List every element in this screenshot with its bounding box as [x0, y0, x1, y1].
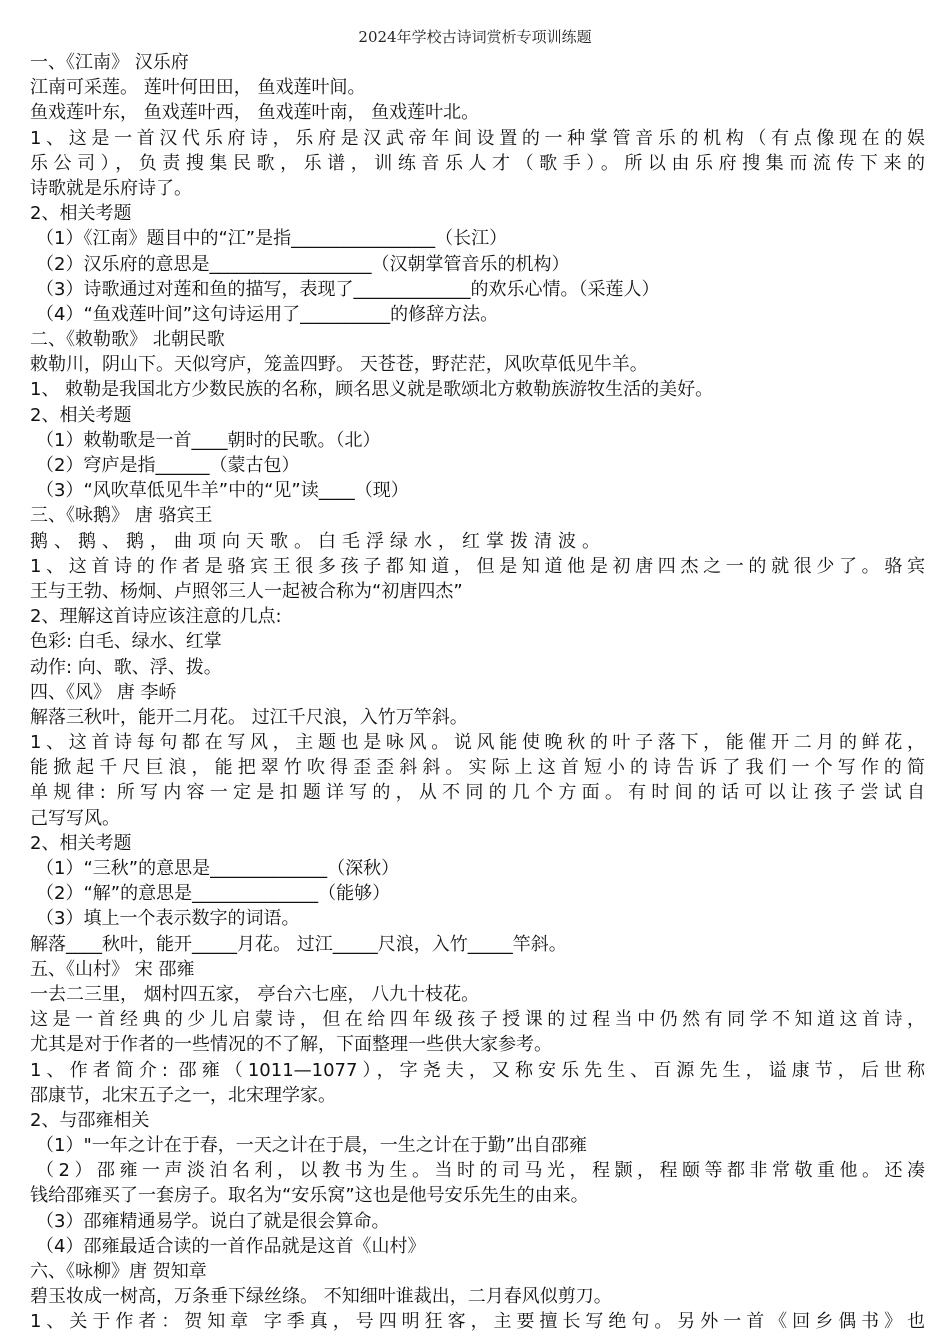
text-line: 单规律: 所写内容一定是扣题详写的，从不同的几个方面。有时间的话可以让孩子尝试自	[30, 782, 925, 804]
text-line: 2、理解这首诗应该注意的几点:	[30, 606, 282, 628]
text-line: 六、《咏柳》唐 贺知章	[30, 1261, 207, 1282]
text-line: （3）“风吹草低见牛羊”中的“见”读____（现）	[36, 480, 409, 502]
text-line: （1）敕勒歌是一首____朝时的民歌。（北）	[36, 429, 381, 451]
page-header: 2024年学校古诗词赏析专项训练题	[358, 28, 592, 46]
text-line: （1）“三秋”的意思是_____________（深秋）	[36, 858, 400, 879]
text-line: 碧玉妆成一树高，万条垂下绿丝绦。 不知细叶谁裁出，二月春风似剪刀。	[30, 1286, 612, 1308]
text-line: （3）诗歌通过对莲和鱼的描写，表现了_____________的欢乐心情。（采莲人）	[36, 278, 660, 300]
text-line: 三、《咏鹅》 唐 骆宾王	[30, 505, 213, 527]
text-line: 五、《山村》 宋 邵雍	[30, 958, 195, 980]
text-line: 己写写风。	[30, 807, 120, 829]
text-line: 诗歌就是乐府诗了。	[30, 177, 192, 199]
text-line: 2、相关考题	[30, 832, 132, 854]
text-line: 色彩: 白毛、绿水、红掌	[30, 631, 222, 653]
text-line: （4）邵雍最适合读的一首作品就是这首《山村》	[36, 1235, 426, 1257]
text-line: 四、《风》 唐 李峤	[30, 681, 177, 703]
text-line: 1、作者简介: 邵雍（1011—1077），字尧夫，又称安乐先生、百源先生，谥康节，后世称	[30, 1059, 925, 1081]
text-line: 解落____秋叶，能开_____月花。 过江_____尺浪，入竹_____竿斜。	[30, 933, 567, 955]
text-line: 动作: 向、歌、浮、拨。	[30, 656, 222, 678]
text-line: 江南可采莲。 莲叶何田田， 鱼戏莲叶间。	[30, 77, 366, 99]
text-line: 1、这是一首汉代乐府诗，乐府是汉武帝年间设置的一种掌管音乐的机构（有点像现在的娱	[30, 127, 925, 149]
text-line: （4）“鱼戏莲叶间”这句诗运用了__________的修辞方法。	[36, 303, 499, 325]
text-line: （2）邵雍一声淡泊名利，以教书为生。当时的司马光，程颢，程颐等都非常敬重他。还凑	[36, 1160, 925, 1182]
text-line: 尤其是对于作者的一些情况的不了解，下面整理一些供大家参考。	[30, 1034, 552, 1056]
text-line: 邵康节，北宋五子之一，北宋理学家。	[30, 1084, 336, 1106]
text-line: 1、 敕勒是我国北方少数民族的名称，顾名思义就是歌颂北方敕勒族游牧生活的美好。	[30, 379, 714, 401]
text-line: 这是一首经典的少儿启蒙诗，但在给四年级孩子授课的过程当中仍然有同学不知道这首诗，	[30, 1009, 925, 1031]
text-line: （3）填上一个表示数字的词语。	[36, 908, 300, 930]
text-line: 敕勒川，阴山下。天似穹庐，笼盖四野。 天苍苍，野茫茫，风吹草低见牛羊。	[30, 354, 648, 376]
text-line: （1）《江南》题目中的“江”是指________________（长江）	[36, 228, 508, 250]
text-line: 1、关于作者：贺知章 字季真，号四明狂客，主要擅长写绝句。另外一首《回乡偶书》也	[30, 1311, 925, 1333]
text-line: （3）邵雍精通易学。说白了就是很会算命。	[36, 1210, 390, 1232]
text-line: 一、《江南》 汉乐府	[30, 52, 189, 73]
text-line: 能掀起千尺巨浪，能把翠竹吹得歪歪斜斜。实际上这首短小的诗告诉了我们一个写作的简	[30, 757, 925, 779]
text-line: （2）穹庐是指______（蒙古包）	[36, 455, 300, 476]
document-body	[30, 50, 925, 1335]
text-line: 1、这首诗每句都在写风，主题也是咏风。说风能使晚秋的叶子落下，能催开二月的鲜花，	[30, 732, 925, 754]
text-line: 2、与邵雍相关	[30, 1109, 150, 1131]
text-line: 钱给邵雍买了一套房子。取名为“安乐窝”这也是他号安乐先生的由来。	[30, 1185, 589, 1207]
text-line: （2）“解”的意思是______________（能够）	[36, 883, 391, 905]
text-line: 鱼戏莲叶东， 鱼戏莲叶西， 鱼戏莲叶南， 鱼戏莲叶北。	[30, 102, 480, 124]
text-line: 解落三秋叶，能开二月花。 过江千尺浪，入竹万竿斜。	[30, 706, 468, 728]
text-line: （1）"一年之计在于春，一天之计在于晨，一生之计在于勤”出自邵雍	[36, 1135, 588, 1157]
text-line: 1、这首诗的作者是骆宾王很多孩子都知道，但是知道他是初唐四杰之一的就很少了。骆宾	[30, 555, 925, 577]
text-line: 2、相关考题	[30, 404, 132, 426]
text-line: 王与王勃、杨炯、卢照邻三人一起被合称为“初唐四杰”	[30, 580, 463, 602]
text-line: 2、相关考题	[30, 203, 132, 225]
text-line: 乐公司），负责搜集民歌，乐谱，训练音乐人才（歌手）。所以由乐府搜集而流传下来的	[30, 152, 925, 174]
text-line: 一去二三里， 烟村四五家， 亭台六七座， 八九十枝花。	[30, 983, 480, 1005]
text-line: 鹅、鹅、鹅，曲项向天歌。白毛浮绿水，红掌拨清波。	[30, 530, 606, 552]
text-line: 二、《敕勒歌》 北朝民歌	[30, 329, 225, 351]
text-line: （2）汉乐府的意思是__________________（汉朝掌管音乐的机构）	[36, 253, 570, 275]
